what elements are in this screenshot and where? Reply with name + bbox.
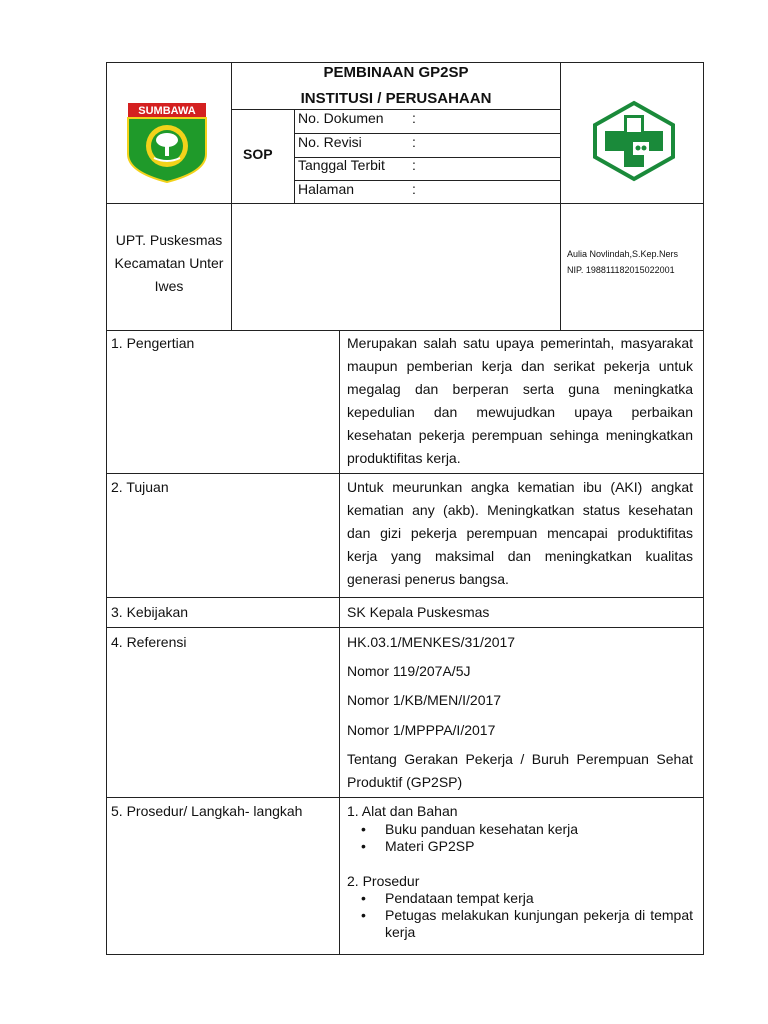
referensi-item: Nomor 1/KB/MEN/I/2017 [347,692,502,708]
section-kebijakan-label: 3. Kebijakan [111,604,189,620]
list-item: • Petugas melakukan kunjungan pekerja di tempat kerja [347,907,693,941]
section-kebijakan-text: SK Kepala Puskesmas [347,604,490,620]
section-referensi-label: 4. Referensi [111,634,187,650]
list-item: • Buku panduan kesehatan kerja [347,821,693,838]
signer-nip: NIP. 198811182015022001 [567,265,675,275]
referensi-item: Nomor 1/MPPPA/I/2017 [347,722,496,738]
prosedur-sub1-list [347,821,693,855]
referensi-tentang: Tentang Gerakan Pekerja / Buruh Perempuan Sehat Produktif (GP2SP) [347,751,693,790]
field-tanggal-terbit-label: Tanggal Terbit [298,157,385,173]
field-no-revisi-label: No. Revisi [298,134,362,150]
list-item: • Pendataan tempat kerja [347,890,693,907]
prosedur-sub1-title: 1. Alat dan Bahan [347,803,458,819]
logo-text: SUMBAWA [138,105,196,117]
prosedur-sub2-title: 2. Prosedur [347,873,420,889]
org-name [107,229,231,298]
doc-title-line2: INSTITUSI / PERUSAHAAN [300,90,492,107]
signer-name: Aulia Novlindah,S.Kep.Ners [567,249,679,259]
field-no-dokumen-sep: : [412,110,416,126]
referensi-item: HK.03.1/MENKES/31/2017 [347,634,516,650]
section-pengertian-label: 1. Pengertian [111,335,195,351]
prosedur-sub2-list [347,890,693,941]
list-item: • Materi GP2SP [347,838,693,855]
field-tanggal-terbit-sep: : [412,157,416,173]
field-no-dokumen-label: No. Dokumen [298,110,384,126]
org-line2: Kecamatan Unter [114,255,224,271]
section-pengertian-text: Merupakan salah satu upaya pemerintah, masyarakat maupun pemberian kerja dan serikat pekerja untuk megalag dan berperan serta guna meningkatka kepedulian dan mewujudkan upaya perbaikan kesehatan pekerja perempuan sehinga meningkatkan produktifitas kerja. [347,335,693,466]
field-no-revisi-sep: : [412,134,416,150]
org-line1: UPT. Puskesmas [115,232,223,248]
section-prosedur-label: 5. Prosedur/ Langkah- langkah [111,803,303,819]
org-line3: Iwes [154,278,184,294]
sop-label: SOP [243,146,273,162]
field-halaman-sep: : [412,181,416,197]
doc-title-line1: PEMBINAAN GP2SP [323,64,469,81]
section-tujuan-label: 2. Tujuan [111,479,169,495]
section-tujuan-text: Untuk meurunkan angka kematian ibu (AKI) angkat kematian any (akb). Meningkatkan status kesehatan dan gizi pekerja perempuan mencapai produktifitas kerja yang maksimal dan meningkatkan kualitas generasi penerus bangsa. [347,479,693,587]
sumbawa-logo [124,100,210,184]
puskesmas-logo [591,100,677,182]
field-halaman-label: Halaman [298,181,355,197]
referensi-item: Nomor 119/207A/5J [347,663,471,679]
